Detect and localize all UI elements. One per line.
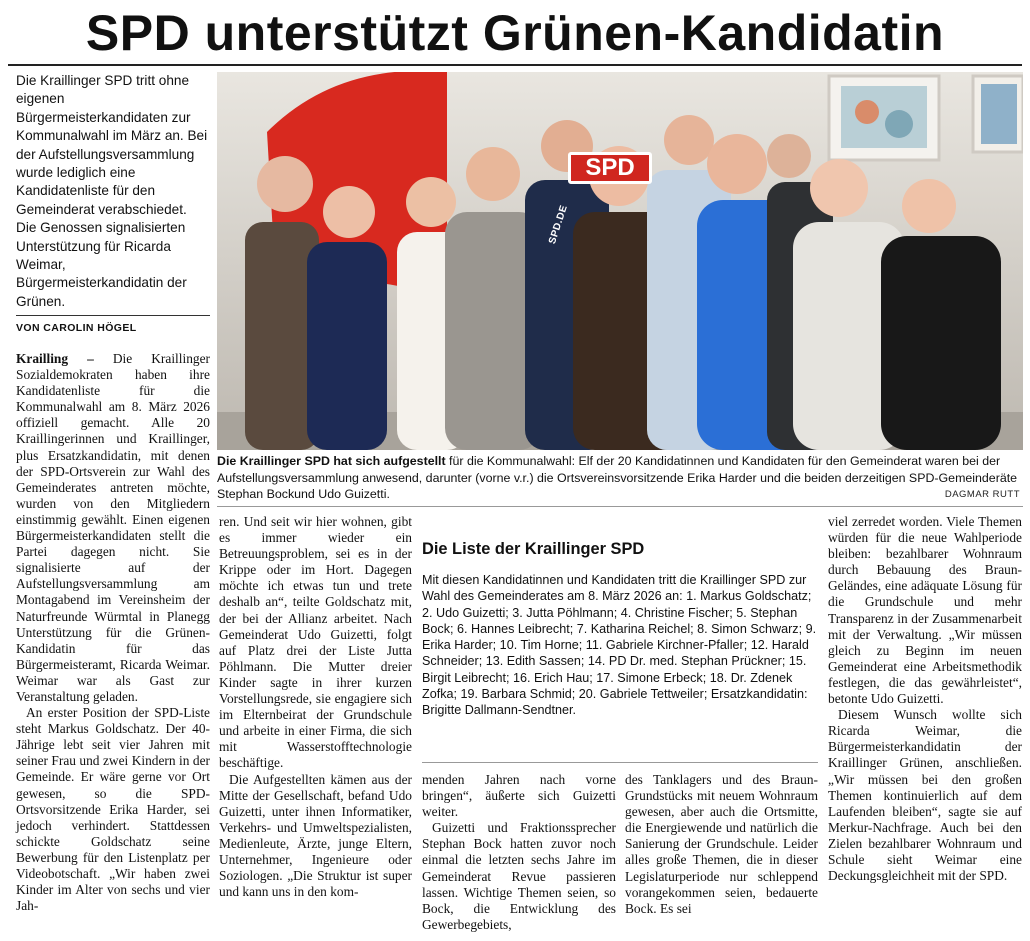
paragraph: Die Aufgestellten kämen aus der Mitte der Gesellschaft, befand Udo Guizetti, unter ihnen Informatiker, Verkehrs- und Umweltspezialisten, Medienleute, Ärzte, junge Eltern, Unternehmer, Ingenieure oder Soziologen. „Die Struktur ist super und kann uns in den kom- bbox=[219, 771, 412, 900]
group-photo bbox=[217, 72, 1023, 450]
paragraph: An erster Position der SPD-Liste steht Markus Goldschatz. Der 40-Jährige lebt seit vier Jahren mit seiner Frau und zwei Kindern in der Gemeinde. Er wäre gerne vor Ort gewesen, so die SPD-Ortsvorsitzende Erika Harder, sei jedoch verhindert. Stattdessen schickte Goldschatz seine Bewerbung für den Listenplatz per Videobotschaft. „Wir haben zwei Kinder im Alter von sechs und vier Jah- bbox=[16, 705, 210, 914]
lead-paragraph: Die Kraillinger SPD tritt ohne eigenen Bürgermeisterkandidaten zur Kommunalwahl im März an. Bei der Aufstellungsversammlung wurde lediglich eine Kandidatenliste für den Gemeinderat verabschiedet. Die Genossen signalisierten Unterstützung für Ricarda Weimar, Bürgermeisterkandidatin der Grünen. bbox=[16, 73, 208, 309]
photo-credit: DAGMAR RUTT bbox=[944, 489, 1020, 500]
paragraph: Diesem Wunsch wollte sich Ricarda Weimar, die Bürgermeisterkandidatin der Kraillinger Grünen, anschließen. „Wir müssen bei den großen Themen kontinuierlich auf dem Laufenden bleiben“, sagte sie auf Merkur-Nachfrage. Auch bei den Zielen bezahlbarer Wohnraum und Schule sieht Weimar eine Deckungsgleichheit mit der SPD. bbox=[828, 707, 1022, 884]
body-column-2 bbox=[219, 514, 412, 900]
group-photo-illustration bbox=[217, 72, 1023, 450]
caption-text: für die Kommunalwahl: Elf der 20 Kandidatinnen und Kandidaten für den Gemeinderat waren bei der Aufstellungsversammlung anwesend, darunter (vorne v.r.) die Ortsvereinsvorsitzende Erika Harder und die beiden derzeitigen SPD-Gemeinderäte Stephan Bockund Udo Guizetti. bbox=[217, 454, 1018, 502]
headline: SPD unterstützt Grünen-Kandidatin bbox=[85, 5, 945, 61]
caption-rule bbox=[217, 506, 1023, 507]
headline-rule bbox=[8, 64, 1022, 66]
byline: VON CAROLIN HÖGEL bbox=[16, 322, 137, 334]
caption-lead-in: Die Kraillinger SPD hat sich aufgestellt bbox=[217, 454, 446, 468]
list-box-title: Die Liste der Kraillinger SPD bbox=[422, 540, 645, 558]
list-box-text: Mit diesen Kandidatinnen und Kandidaten tritt die Kraillinger SPD zur Wahl des Gemeinderates am 8. März 2026 an: 1. Markus Goldschatz; 2. Udo Guizetti; 3. Jutta Pöhlmann; 4. Christine Fischer; 5. Stephan Bock; 6. Hannes Leibrecht; 7. Katharina Reichel; 8. Simon Schwarz; 9. Erika Harder; 10. Tim Horne; 11. Gabriele Kirchner-Pfaller; 12. Harald Schneider; 13. Edith Sassen; 14. PD Dr. med. Stephan Prückner; 15. Birgit Leibrecht; 16. Erich Hau; 17. Simone Erbeck; 18. Dr. Zdenek Zofka; 19. Barbara Schmid; 20. Gabriele Tettweiler; Ersatzkandidatin: Brigitte Dallmann-Sendtner. bbox=[422, 573, 817, 718]
paragraph: viel zerredet worden. Viele Themen würden für die neue Wahlperiode bleiben: bezahlbarer Wohnraum durch Bebauung des Braun-Geländes, eine adäquate Lösung für die Grundschule und mehr Transparenz in der Zusammenarbeit mit der Verwaltung. „Wir müssen gleich zu Beginn im neuen Gemeinderat eine Arbeitsmethodik festlegen, die das gewährleistet“, betonte Udo Guizetti. bbox=[828, 514, 1022, 707]
paragraph: ren. Und seit wir hier wohnen, gibt es immer wieder ein Betreuungsproblem, sei es in der Krippe oder im Hort. Dagegen möchte ich etwas tun und trete deshalb an“, teilte Goldschatz mit, der bei der Allianz arbeitet. Nach Gemeinderat Udo Guizetti, folgt auf Platz drei der Liste Jutta Pöhlmann. Die Mutter dreier Kinder sagte in ihrer kurzen Vorstellungsrede, sie engagiere sich im Elternbeirat der Grundschule und arbeite in einer Firma, die sich mit Wasserstofftechnologie beschäftige. bbox=[219, 514, 412, 771]
body-column-1 bbox=[16, 351, 210, 914]
list-box-rule bbox=[422, 762, 818, 763]
body-column-5 bbox=[828, 514, 1022, 884]
flag-url-text: SPD.DE bbox=[547, 203, 570, 246]
spd-sign-label: SPD bbox=[568, 152, 652, 184]
paragraph bbox=[16, 351, 210, 705]
body-column-4 bbox=[625, 772, 818, 917]
body-column-3 bbox=[422, 772, 616, 933]
photo-caption bbox=[217, 453, 1023, 503]
paragraph: menden Jahren nach vorne bringen“, äußerte sich Guizetti weiter. bbox=[422, 772, 616, 820]
paragraph: des Tanklagers und des Braun-Grundstücks mit neuem Wohnraum gewesen, aber auch die Ortsmitte, die Energiewende und natürlich die Sanierung der Grundschule. Leider alles große Themen, die in dieser Legislaturperiode nur schleppend vorangekommen seien, bedauerte Bock. Es sei bbox=[625, 772, 818, 916]
dateline: Krailling – bbox=[16, 351, 94, 366]
byline-rule bbox=[16, 315, 210, 316]
paragraph-text: Die Kraillinger Sozialdemokraten haben ihre Kandidatenliste für die Kommunalwahl am 8. März 2026 offiziell gemacht. Alle 20 Kraillingerinnen und Kraillinger, plus Ersatzkandidatin, mit denen der SPD-Ortsverein zur Wahl des Gemeinderates antreten möchte, wurden von den Mitgliedern einstimmig gewählt. Einen eigenen Bürgermeisterkandidaten stellt die Partei dagegen nicht. Sie signalisierte auf der Aufstellungsversammlung am Montagabend im Vereinsheim der Naturfreunde Würmtal in Planegg Unterstützung für die Grünen-Kandidatin für das Bürgermeisteramt, Ricarda Weimar. Weimar war als Gast zur Veranstaltung geladen. bbox=[16, 351, 211, 704]
paragraph: Guizetti und Fraktionssprecher Stephan Bock hatten zuvor noch einmal die letzten sechs Jahre im Gemeinderat Revue passieren lassen. Wichtige Themen seien, so Bock, die Entwicklung des Gewerbegebiets, bbox=[422, 820, 616, 932]
